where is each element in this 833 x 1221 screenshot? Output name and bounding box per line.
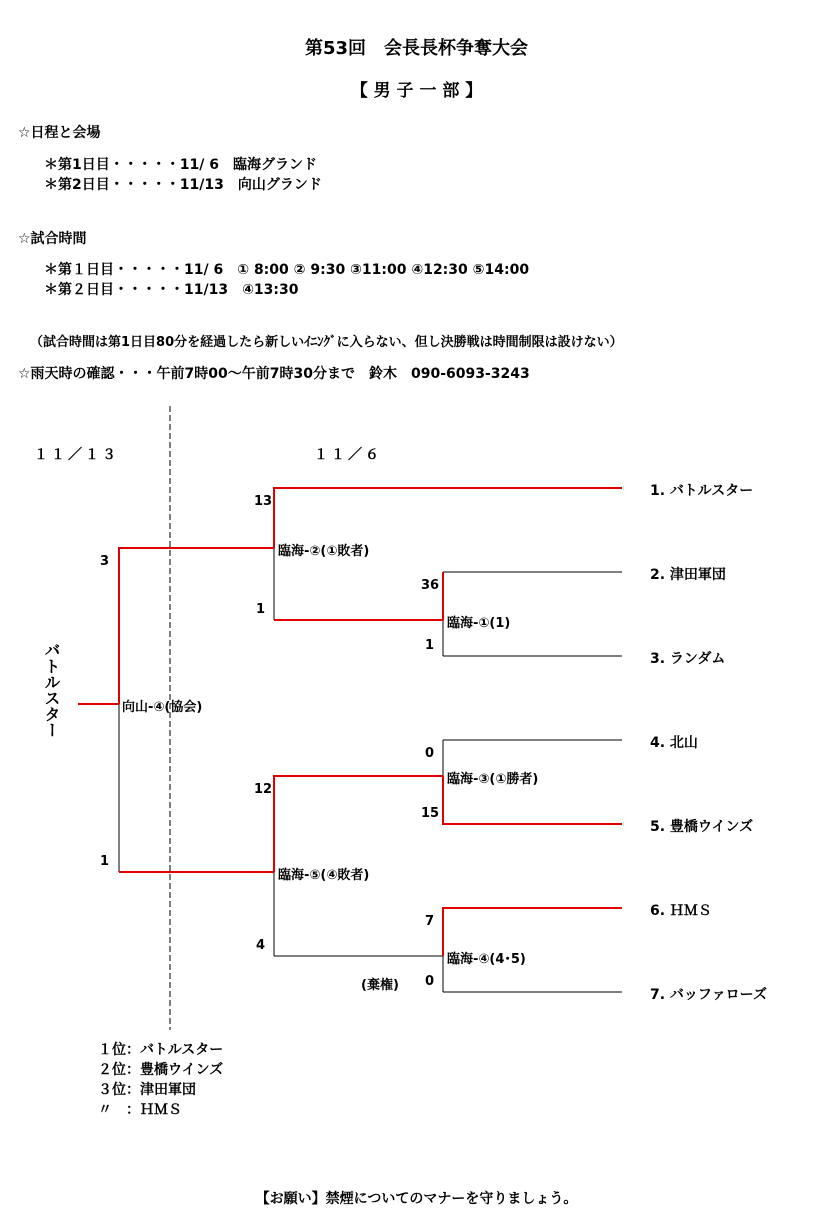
score-g2-bottom: 1 [256,602,266,617]
times-heading: ☆試合時間 [18,231,87,247]
forfeit-label: (棄権) [361,978,399,993]
times-day2: ＊第２日目・・・・・11/13 ④13:30 [44,282,299,298]
time-limit-note: （試合時間は第1日目80分を経過したら新しいｲﾆﾝｸﾞに入らない、但し決勝戦は時間制限は設けない） [30,335,623,350]
team-5: 5. 豊橋ウインズ [650,819,754,835]
result-second: ２位：豊橋ウインズ [98,1062,224,1078]
team1-path [274,488,622,548]
result-third-2: 〃 ：ＨＭＳ [98,1102,182,1118]
schedule-day1: ＊第1日目・・・・・11/ 6 臨海グランド [44,157,317,173]
game-label-g2: 臨海-②(①敗者) [278,544,370,559]
game-label-g1: 臨海-①(1) [447,616,511,631]
score-g2-top: 13 [254,494,273,509]
final-top-path [119,548,274,704]
score-g4-bottom: 0 [425,974,435,989]
score-g3-top: 0 [425,746,435,761]
score-g5-top: 12 [254,782,273,797]
champion-vertical [42,642,62,738]
date-day2: １１／１３ [34,447,119,463]
schedule-heading: ☆日程と会場 [18,125,101,141]
score-g1-bottom: 1 [425,638,435,653]
team-1: 1. バトルスター [650,483,754,499]
result-first: １位：バトルスター [98,1042,224,1058]
team-3: 3. ランダム [650,651,726,667]
score-final-bottom: 1 [100,854,110,869]
champion-vertical-text: バトルスター [42,642,61,738]
score-final-top: 3 [100,554,110,569]
date-day1: １１／６ [314,447,382,463]
g5-top-path [274,776,443,872]
result-third: ３位：津田軍団 [98,1082,196,1098]
game-label-g5: 臨海-⑤(④敗者) [278,868,370,883]
score-g5-bottom: 4 [256,938,266,953]
team-7: 7. バッファローズ [650,987,767,1003]
page-title: 第53回 会長長杯争奪大会 [304,38,529,59]
results-list [98,1040,223,1120]
page-subtitle: 【 男 子 一 部 】 [350,81,483,101]
score-g4-top: 7 [425,914,435,929]
team-6: 6. ＨＭＳ [650,903,712,919]
game-label-g4: 臨海-④(4･5) [447,952,526,967]
team-4: 4. 北山 [650,735,698,751]
game-label-g3: 臨海-③(①勝者) [447,772,539,787]
footer-request: 【お願い】禁煙についてのマナーを守りましょう。 [255,1191,578,1207]
score-g3-bottom: 15 [421,806,440,821]
score-g1-top: 36 [421,578,440,593]
times-day1: ＊第１日目・・・・・11/ 6 ① 8:00 ② 9:30 ③11:00 ④12:30 ⑤14:00 [44,262,530,278]
schedule-day2: ＊第2日目・・・・・11/13 向山グランド [44,177,322,193]
rain-contact: ☆雨天時の確認・・・午前7時00～午前7時30分まで 鈴木 090-6093-3243 [18,366,530,382]
game-label-final: 向山-④(協会) [122,700,203,715]
team-2: 2. 津田軍団 [650,567,726,583]
